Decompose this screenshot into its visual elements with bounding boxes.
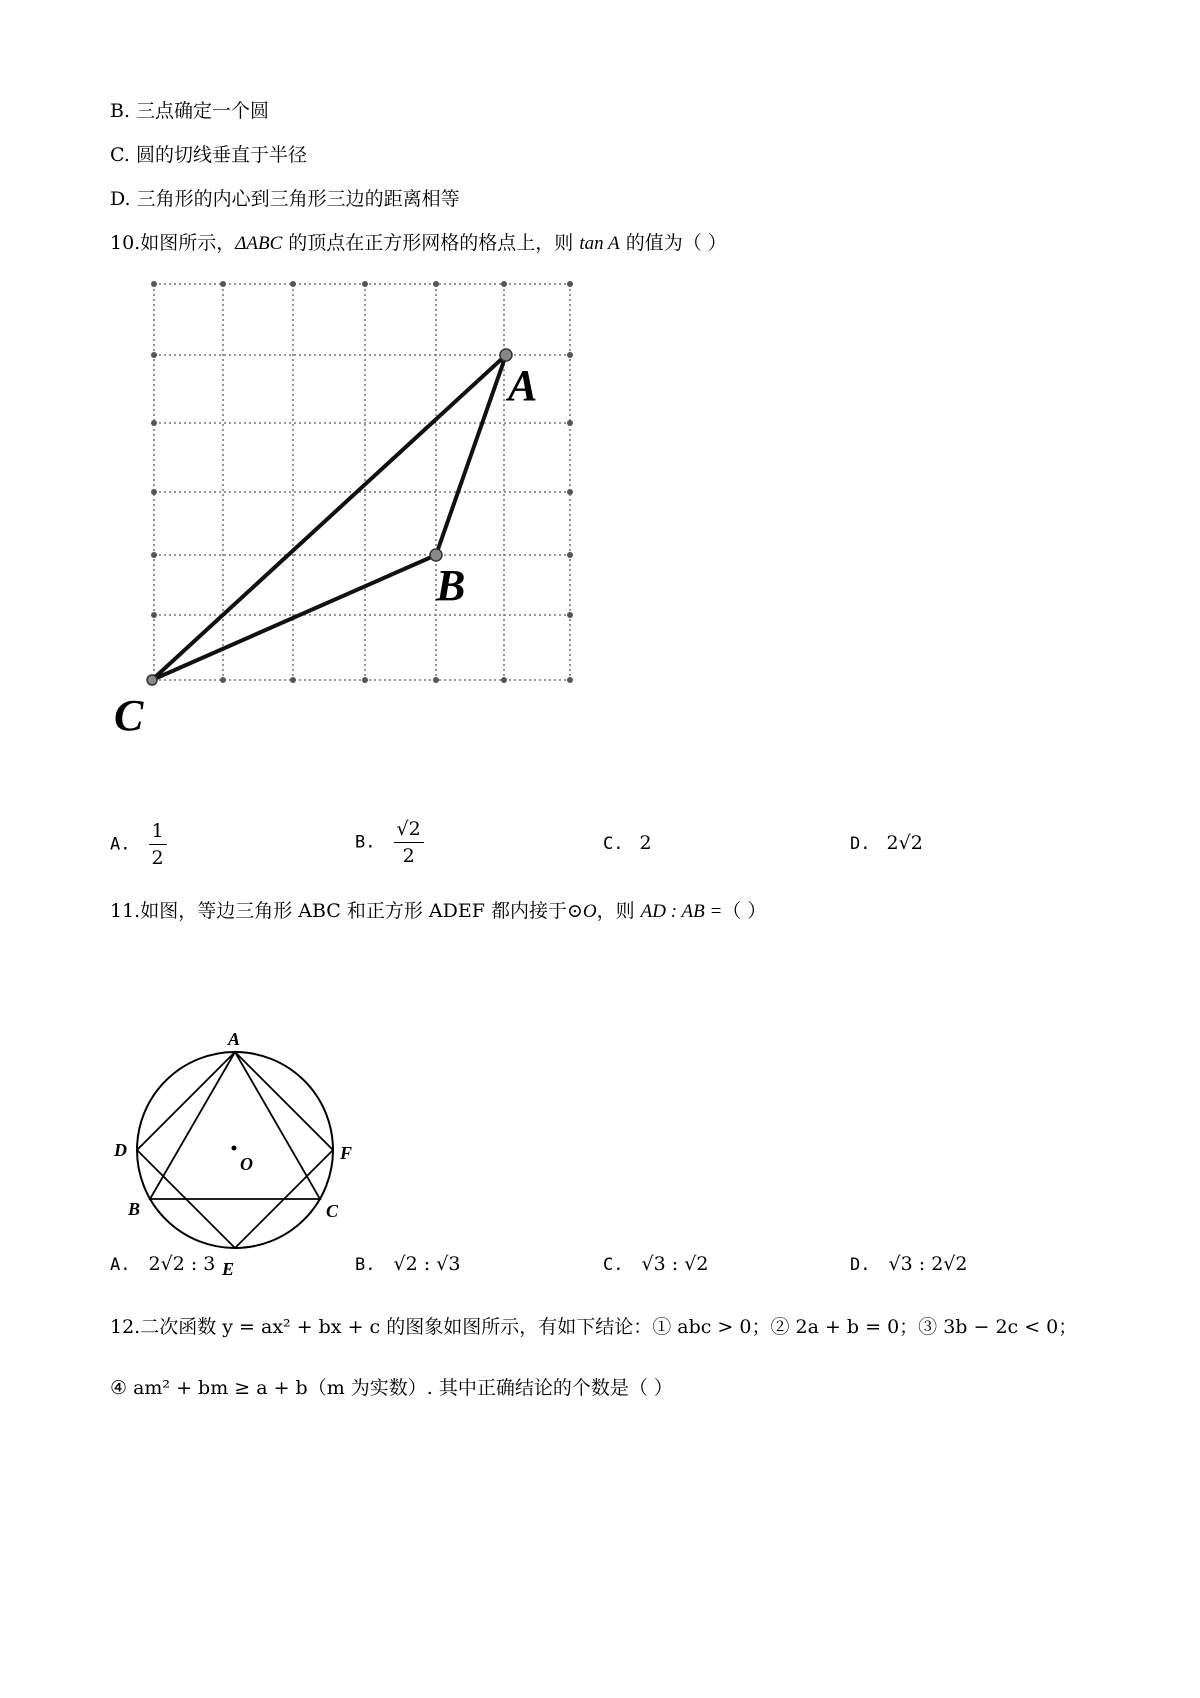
q10-triangle: ΔABC — [235, 233, 283, 254]
q11-prefix: 11.如图，等边三角形 ABC 和正方形 ADEF 都内接于 — [110, 900, 567, 922]
q11-option-d[interactable] — [850, 1253, 968, 1275]
q11-label-e: E — [222, 1259, 235, 1279]
option-c-text: C. 圆的切线垂直于半径 — [110, 144, 307, 166]
q11-option-c-label: C. — [603, 1255, 624, 1275]
q11-option-c-value: √3 : √2 — [641, 1253, 709, 1275]
q11-label-c: C — [326, 1201, 339, 1221]
q11-option-d-label: D. — [850, 1255, 871, 1275]
q10-option-d[interactable] — [850, 832, 923, 854]
q11-option-d-value: √3 : 2√2 — [888, 1253, 968, 1275]
q10-option-a-label: A. — [110, 834, 131, 855]
q11-option-b-label: B. — [355, 1255, 376, 1275]
triangle-abc-11 — [150, 1052, 320, 1199]
q10-prefix: 10.如图所示， — [110, 232, 236, 254]
circle-figure — [100, 1030, 370, 1280]
q10-option-b-label: B. — [355, 832, 376, 853]
q11-option-a-label: A. — [110, 1255, 131, 1275]
q11-suffix: （ ） — [722, 900, 767, 922]
q11-label-o: O — [240, 1154, 253, 1174]
q11-option-a-value: 2√2 : 3 — [148, 1253, 216, 1275]
grid-figure — [114, 270, 600, 740]
vertex-a — [500, 349, 512, 361]
q10-option-a-den: 2 — [151, 847, 164, 869]
q11-mid: ，则 — [596, 900, 641, 922]
label-b: B — [436, 561, 466, 610]
option-b-text: B. 三点确定一个圆 — [110, 100, 270, 122]
q10-option-d-value: 2√2 — [886, 832, 923, 854]
question-11 — [110, 896, 766, 923]
option-d-text: D. 三角形的内心到三角形三边的距离相等 — [110, 188, 460, 210]
q10-suffix: 的值为（ ） — [619, 232, 727, 254]
triangle-abc — [152, 355, 506, 680]
q11-label-a: A — [228, 1029, 241, 1049]
q10-expr: tan A — [579, 233, 620, 254]
q11-option-c[interactable] — [603, 1253, 708, 1275]
q11-ratio: AD : AB = — [640, 901, 723, 922]
q10-option-c-label: C. — [603, 834, 624, 854]
q10-option-c[interactable] — [603, 832, 652, 854]
q11-label-b: B — [128, 1199, 141, 1219]
q10-option-c-value: 2 — [639, 832, 652, 854]
q10-option-b[interactable] — [355, 818, 424, 867]
question-12-line-2: ④ am² + bm ≥ a + b（m 为实数）. 其中正确结论的个数是（ ） — [110, 1377, 673, 1399]
label-c: C — [114, 691, 144, 740]
question-12-line-1: 12.二次函数 y = ax² + bx + c 的图象如图所示，有如下结论：① abc > 0；② 2a + b = 0；③ 3b − 2c < 0； — [110, 1316, 1078, 1338]
q10-option-d-label: D. — [850, 834, 871, 854]
center-o — [232, 1146, 237, 1151]
q11-circle: ⊙O — [566, 901, 597, 922]
label-a: A — [508, 361, 538, 410]
q10-option-a-num: 1 — [149, 820, 167, 845]
q11-option-b[interactable] — [355, 1253, 460, 1275]
q10-option-b-den: 2 — [402, 845, 415, 867]
q10-mid: 的顶点在正方形网格的格点上，则 — [282, 232, 580, 254]
q11-option-a[interactable] — [110, 1253, 215, 1275]
q11-label-d: D — [114, 1140, 127, 1160]
q11-label-f: F — [340, 1143, 353, 1163]
vertex-b — [430, 549, 442, 561]
q11-option-b-value: √2 : √3 — [393, 1253, 461, 1275]
q10-option-b-num: √2 — [394, 818, 424, 843]
vertex-c — [147, 675, 157, 685]
question-10 — [110, 228, 727, 255]
q10-option-a[interactable] — [110, 820, 167, 869]
